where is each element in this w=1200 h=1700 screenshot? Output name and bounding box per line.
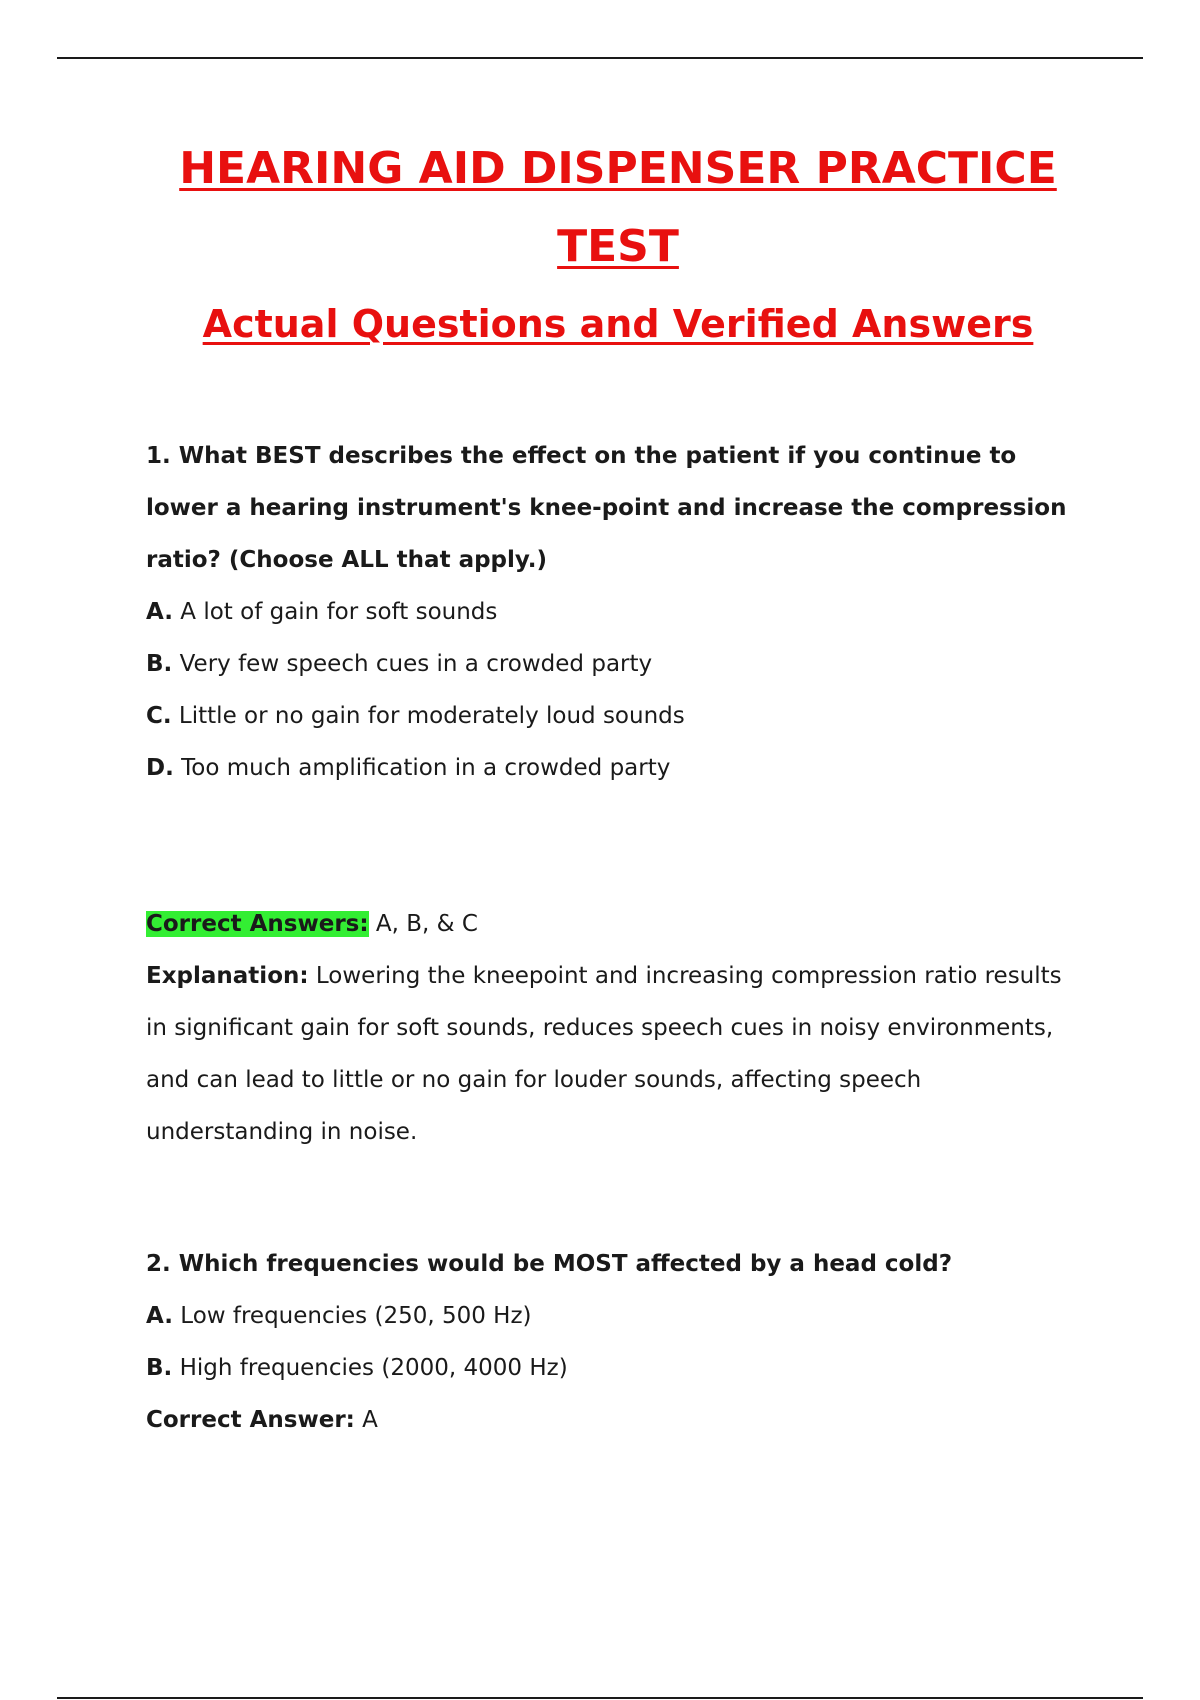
option-letter: A. — [146, 1303, 173, 1329]
option-letter: C. — [146, 703, 172, 729]
correct-answers — [146, 898, 1076, 950]
title-line-1: HEARING AID DISPENSER PRACTICE — [179, 143, 1057, 194]
option-letter: D. — [146, 755, 174, 781]
option-text: High frequencies (2000, 4000 Hz) — [172, 1355, 568, 1381]
question-text: 2. Which frequencies would be MOST affected by a head cold? — [146, 1251, 953, 1277]
option-text: Very few speech cues in a crowded party — [172, 651, 653, 677]
option-a — [146, 586, 1076, 638]
bottom-rule — [57, 1697, 1143, 1699]
option-d — [146, 742, 1076, 794]
title-line-2: Actual Questions and Verified Answers — [202, 302, 1034, 346]
correct-answer-label: Correct Answer: — [146, 1407, 355, 1433]
correct-answer — [146, 1394, 1076, 1446]
document-title — [146, 130, 1090, 362]
option-text: Low frequencies (250, 500 Hz) — [172, 1303, 532, 1329]
option-letter: B. — [146, 1355, 173, 1381]
correct-answer-value: A — [354, 1407, 378, 1433]
option-a — [146, 1290, 1076, 1342]
question-text: 1. What BEST describes the effect on the patient if you continue to lower a hearing instrument's knee-point and increase the compression ratio? (Choose ALL that apply.) — [146, 443, 1067, 573]
explanation-text: Lowering the kneepoint and increasing compression ratio results in significant gain for soft sounds, reduces speech cues in noisy environments, and can lead to little or no gain for louder sounds, affecting speech understanding in noise. — [146, 963, 1062, 1145]
correct-answers-label: Correct Answers: — [146, 911, 369, 937]
option-b — [146, 1342, 1076, 1394]
option-text: Too much amplification in a crowded party — [173, 755, 671, 781]
option-letter: B. — [146, 651, 173, 677]
option-b — [146, 638, 1076, 690]
title-line-1b: TEST — [557, 221, 679, 272]
option-text: A lot of gain for soft sounds — [172, 599, 498, 625]
option-letter: A. — [146, 599, 173, 625]
option-text: Little or no gain for moderately loud sounds — [171, 703, 685, 729]
correct-answers-value: A, B, & C — [368, 911, 478, 937]
document-body — [146, 430, 1076, 1446]
explanation — [146, 950, 1076, 1158]
explanation-label: Explanation: — [146, 963, 309, 989]
question-2 — [146, 1238, 1076, 1446]
top-rule — [57, 57, 1143, 59]
question-1 — [146, 430, 1076, 1158]
option-c — [146, 690, 1076, 742]
